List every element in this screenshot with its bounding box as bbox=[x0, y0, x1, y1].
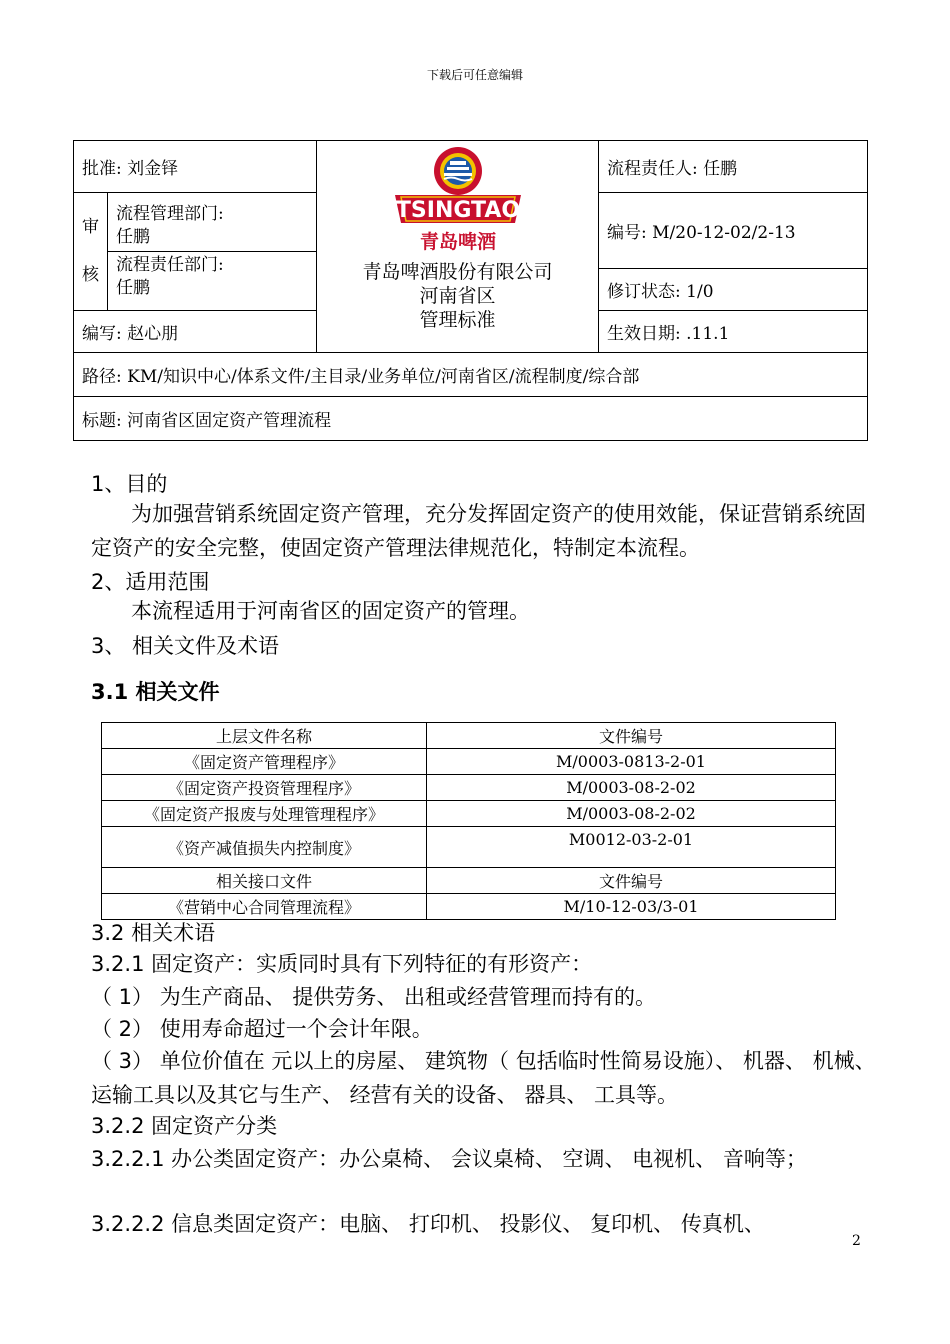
review-label bbox=[74, 193, 108, 311]
resp-dept-value: 任鹏 bbox=[116, 277, 150, 298]
term-item-2: （ 2） 使用寿命超过一个会计年限。 bbox=[91, 1017, 433, 1041]
section-3-1-title: 3.1 相关文件 bbox=[91, 680, 220, 704]
table-row bbox=[102, 827, 836, 868]
document-code-cell: 编号: M/20-12-02/2-13 bbox=[599, 193, 868, 269]
mgmt-dept-label: 流程管理部门: bbox=[116, 204, 224, 225]
process-owner-cell: 流程责任人: 任鹏 bbox=[599, 141, 868, 193]
file-code: M/0003-0813-2-01 bbox=[427, 749, 836, 775]
term-item-1: （ 1） 为生产商品、 提供劳务、 出租或经营管理而持有的。 bbox=[91, 985, 657, 1009]
term-3-2-2-2: 3.2.2.2 信息类固定资产：电脑、 打印机、 投影仪、 复印机、 传真机、 bbox=[91, 1212, 765, 1236]
file-code: M/10-12-03/3-01 bbox=[427, 894, 836, 920]
table-row bbox=[102, 749, 836, 775]
interface-header-row bbox=[102, 868, 836, 894]
file-name: 《资产减值损失内控制度》 bbox=[102, 827, 427, 868]
section-1-title: 1、目的 bbox=[91, 472, 168, 496]
review-char-1: 审 bbox=[82, 217, 99, 237]
file-code: M/0003-08-2-02 bbox=[427, 801, 836, 827]
section-3-2-title: 3.2 相关术语 bbox=[91, 921, 216, 945]
file-name: 《固定资产管理程序》 bbox=[102, 749, 427, 775]
departments-cell bbox=[108, 193, 317, 311]
author-cell: 编写: 赵心朋 bbox=[74, 311, 317, 353]
effective-date-cell: 生效日期: .11.1 bbox=[599, 311, 868, 353]
logo-brand-text: TSINGTAO bbox=[395, 198, 520, 223]
term-item-3: （ 3） 单位价值在 元以上的房屋、 建筑物（ 包括临时性简易设施）、 机器、 机械、 运输工具以及其它与生产、 经营有关的设备、 器具、 工具等。 bbox=[91, 1049, 876, 1107]
file-code: M/0003-08-2-02 bbox=[427, 775, 836, 801]
files-header-row bbox=[102, 723, 836, 749]
section-2-body: 本流程适用于河南省区的固定资产的管理。 bbox=[131, 599, 530, 623]
section-3-title: 3、 相关文件及术语 bbox=[91, 634, 280, 658]
table-row bbox=[102, 894, 836, 920]
file-name: 《固定资产投资管理程序》 bbox=[102, 775, 427, 801]
file-name: 《营销中心合同管理流程》 bbox=[102, 894, 427, 920]
file-code: M0012-03-2-01 bbox=[427, 827, 836, 868]
table-row bbox=[102, 801, 836, 827]
approver-cell: 批准: 刘金铎 bbox=[74, 141, 317, 193]
path-cell: 路径: KM/知识中心/体系文件/主目录/业务单位/河南省区/流程制度/综合部 bbox=[74, 353, 868, 397]
files-header-name: 上层文件名称 bbox=[102, 723, 427, 749]
interface-header-code: 文件编号 bbox=[427, 868, 836, 894]
section-1-body: 为加强营销系统固定资产管理，充分发挥固定资产的使用效能，保证营销系统固定资产的安全完整，使固定资产管理法律规范化，特制定本流程。 bbox=[91, 502, 866, 560]
revision-cell: 修订状态: 1/0 bbox=[599, 269, 868, 311]
resp-dept-label: 流程责任部门: bbox=[116, 255, 224, 275]
table-row bbox=[102, 775, 836, 801]
term-3-2-2-1: 3.2.2.1 办公类固定资产：办公桌椅、 会议桌椅、 空调、 电视机、 音响等； bbox=[91, 1147, 807, 1171]
company-standard: 管理标准 bbox=[419, 308, 496, 331]
files-header-code: 文件编号 bbox=[427, 723, 836, 749]
term-3-2-2: 3.2.2 固定资产分类 bbox=[91, 1114, 278, 1138]
review-char-2: 核 bbox=[82, 264, 99, 285]
section-2-title: 2、适用范围 bbox=[91, 570, 210, 594]
term-3-2-1: 3.2.1 固定资产：实质同时具有下列特征的有形资产： bbox=[91, 952, 593, 976]
logo-chinese-text: 青岛啤酒 bbox=[419, 231, 496, 253]
company-region: 河南省区 bbox=[419, 284, 496, 307]
download-note: 下载后可任意编辑 bbox=[426, 68, 523, 82]
title-cell: 标题: 河南省区固定资产管理流程 bbox=[74, 397, 868, 441]
company-name: 青岛啤酒股份有限公司 bbox=[362, 261, 553, 283]
page-number: 2 bbox=[852, 1233, 861, 1249]
tsingtao-logo bbox=[393, 143, 523, 255]
logo-cell bbox=[317, 141, 599, 353]
document-header-table bbox=[73, 140, 868, 441]
mgmt-dept-value: 任鹏 bbox=[116, 227, 150, 248]
file-name: 《固定资产报废与处理管理程序》 bbox=[102, 801, 427, 827]
related-files-table bbox=[101, 722, 836, 920]
interface-header-name: 相关接口文件 bbox=[102, 868, 427, 894]
